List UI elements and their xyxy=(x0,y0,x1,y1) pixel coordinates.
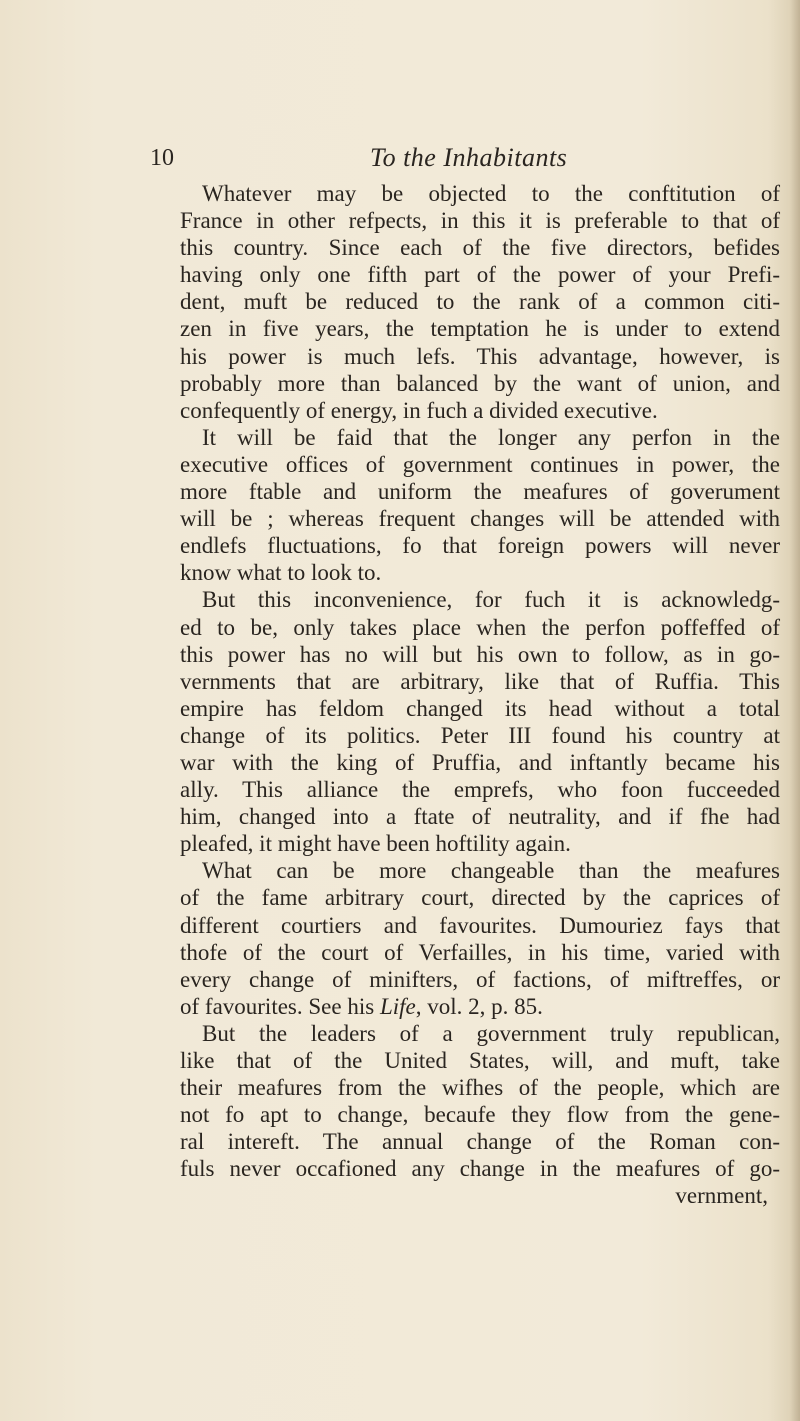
text-line: France in other refpects, in this it is preferable to that of xyxy=(180,208,780,234)
text-line: war with the king of Pruffia, and inftantly became his xyxy=(180,749,780,775)
text-line: executive offices of government continues in power, the xyxy=(180,451,780,477)
text-line: thofe of the court of Verfailles, in his time, varied with xyxy=(180,939,780,965)
text-line: this country. Since each of the five directors, befides xyxy=(180,235,780,261)
citation-ref: , vol. 2, p. 85. xyxy=(415,993,543,1019)
text-line: more ftable and uniform the meafures of goverument xyxy=(180,479,780,505)
text-line: empire has feldom changed its head without a total xyxy=(180,695,780,721)
text-line: different courtiers and favourites. Dumouriez fays that xyxy=(180,912,780,938)
text-line: ally. This alliance the emprefs, who foon fucceeded xyxy=(180,777,780,803)
text-line: change of its politics. Peter III found his country at xyxy=(180,722,780,748)
citation-lead: of favourites. See his xyxy=(180,993,375,1019)
body-text xyxy=(180,180,780,1210)
text-line: probably more than balanced by the want of union, and xyxy=(180,370,780,396)
citation-title: Life xyxy=(379,993,416,1019)
text-line: pleafed, it might have been hoftility again. xyxy=(180,831,571,857)
text-line: vernments that are arbitrary, like that of Ruffia. This xyxy=(180,668,780,694)
running-head xyxy=(150,138,790,178)
text-line: him, changed into a ftate of neutrality, and if fhe had xyxy=(180,804,780,830)
text-line: confequently of energy, in fuch a divided executive. xyxy=(180,397,658,423)
text-line-citation xyxy=(180,993,780,1020)
text-line: not fo apt to change, becaufe they flow from the gene- xyxy=(180,1102,780,1128)
page-number: 10 xyxy=(150,145,174,171)
text-line: What can be more changeable than the meafures xyxy=(202,858,780,884)
running-title: To the Inhabitants xyxy=(370,143,568,172)
text-line: zen in five years, the temptation he is under to extend xyxy=(180,316,780,342)
text-line: having only one fifth part of the power of your Prefi- xyxy=(180,262,780,288)
text-line: ed to be, only takes place when the perfon poffeffed of xyxy=(180,614,780,640)
text-line: this power has no will but his own to follow, as in go- xyxy=(180,641,780,667)
text-line: his power is much lefs. This advantage, however, is xyxy=(180,343,780,369)
text-line: their meafures from the wifhes of the people, which are xyxy=(180,1075,780,1101)
text-line: endlefs fluctuations, fo that foreign powers will never xyxy=(180,533,780,559)
text-line: fuls never occafioned any change in the meafures of go- xyxy=(180,1156,780,1182)
text-line: every change of minifters, of factions, of miftreffes, or xyxy=(180,966,780,992)
page-edge-shadow xyxy=(790,0,800,1421)
text-line: dent, muft be reduced to the rank of a common citi- xyxy=(180,289,780,315)
text-line: like that of the United States, will, and muft, take xyxy=(180,1048,780,1073)
text-line: ral intereft. The annual change of the Roman con- xyxy=(180,1129,780,1155)
text-line: of the fame arbitrary court, directed by the caprices of xyxy=(180,885,780,911)
text-line: know what to look to. xyxy=(180,560,382,586)
text-line: will be ; whereas frequent changes will be attended with xyxy=(180,506,780,532)
text-line: Whatever may be objected to the conftitution of xyxy=(202,181,780,206)
text-line: But this inconvenience, for fuch it is acknowledg- xyxy=(202,587,780,613)
catchword-line: vernment, xyxy=(675,1183,768,1209)
text-line: But the leaders of a government truly republican, xyxy=(202,1020,780,1046)
text-line: It will be faid that the longer any perfon in the xyxy=(202,424,780,450)
